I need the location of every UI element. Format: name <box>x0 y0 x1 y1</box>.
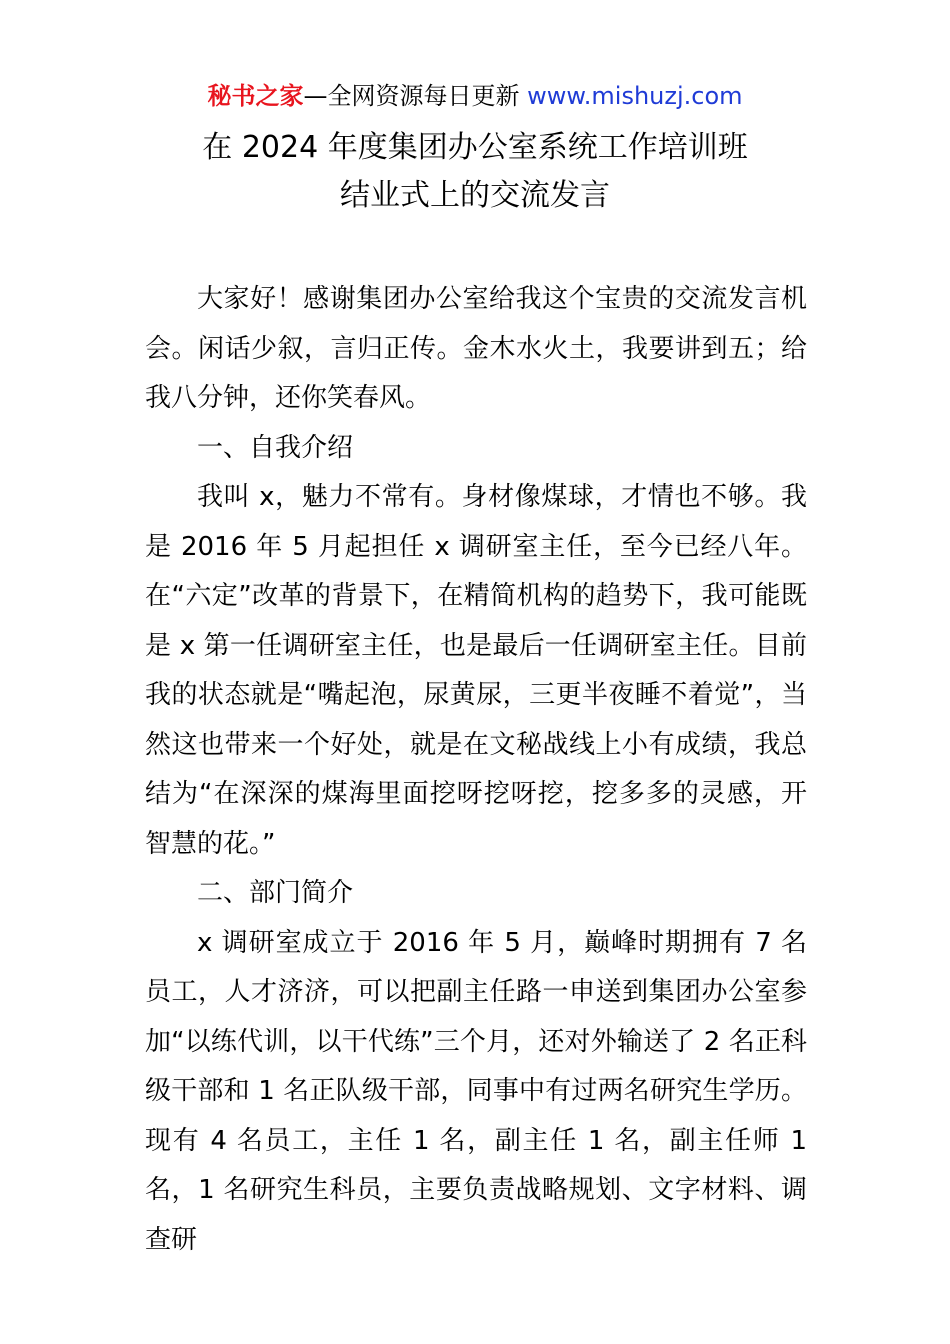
brand-name: 秘书之家 <box>207 82 304 110</box>
paragraph-department: x 调研室成立于 2016 年 5 月，巅峰时期拥有 7 名员工，人才济济，可以把副主任路一申送到集团办公室参加“以练代训，以干代练”三个月，还对外输送了 2 名正科级干部和 1 名正队级干部，同事中有过两名研究生学历。现有 4 名员工，主任 1 名，副主任 1 名，副主任师 1 名，1 名研究生科员，主要负责战略规划、文字材料、调查研 <box>145 927 807 1255</box>
section-heading-department: 二、部门简介 <box>197 878 354 908</box>
document-title-line-1: 在 2024 年度集团办公室系统工作培训班 <box>202 130 748 165</box>
paragraph-greeting: 大家好！感谢集团办公室给我这个宝贵的交流发言机会。闲话少叙，言归正传。金木水火土，我要讲到五；给我八分钟，还你笑春风。 <box>145 284 807 413</box>
site-url-link[interactable]: www.mishuzj.com <box>527 82 743 110</box>
paragraph-self-intro: 我叫 x，魅力不常有。身材像煤球，才情也不够。我是 2016 年 5 月起担任 x 调研室主任，至今已经八年。在“六定”改革的背景下，在精简机构的趋势下，我可能既是 x 第一任调研室主任，也是最后一任调研室主任。目前我的状态就是“嘴起泡，尿黄尿，三更半夜睡不着觉”，当然这也带来一个好处，就是在文秘战线上小有成绩，我总结为“在深深的煤海里面挖呀挖呀挖，挖多多的灵感，开智慧的花。” <box>145 482 807 859</box>
document-title-line-2: 结业式上的交流发言 <box>340 178 610 213</box>
header-tagline: —全网资源每日更新 <box>303 82 528 110</box>
document-body <box>145 275 807 1265</box>
section-heading-self-intro: 一、自我介绍 <box>197 432 354 463</box>
site-header <box>0 80 950 112</box>
